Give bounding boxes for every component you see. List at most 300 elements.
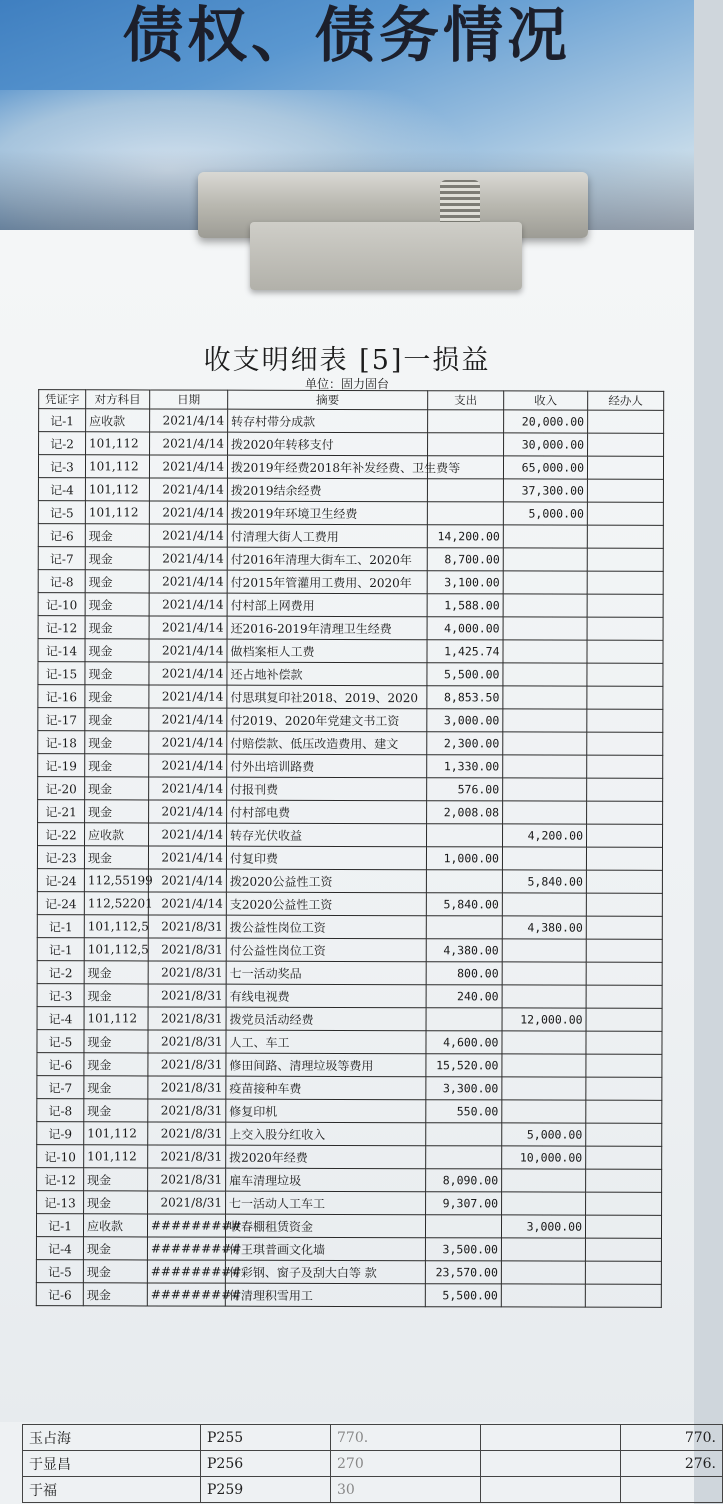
cell-handler (587, 571, 663, 594)
table-row (38, 455, 663, 480)
cell-summary: 付2015年管灌用工费用、2020年 (227, 570, 427, 594)
table-row (38, 593, 663, 618)
cell-summary: 疫苗接种车费 (226, 1076, 426, 1100)
lower-cell: 770. (621, 1425, 723, 1451)
lower-sheet-table (22, 1424, 723, 1503)
cell-income (502, 985, 586, 1008)
table-row (38, 639, 663, 664)
cell-summary: 付复印费 (226, 846, 426, 870)
table-row (37, 1191, 662, 1216)
cell-voucher: 记-4 (36, 1237, 83, 1260)
cell-summary: 修田间路、清理垃圾等费用 (226, 1053, 426, 1077)
cell-expense (426, 916, 502, 939)
cell-expense (426, 1123, 502, 1146)
cell-summary: 付清理大街人工费用 (227, 524, 427, 548)
cell-income (503, 640, 587, 663)
cell-summary: 拨2019年经费2018年补发经费、卫生费等 (227, 455, 427, 479)
cell-voucher: 记-20 (38, 777, 85, 800)
cell-income: 37,300.00 (503, 479, 587, 502)
table-row (37, 1076, 662, 1101)
table-row (37, 1053, 662, 1078)
cell-expense: 550.00 (426, 1100, 502, 1123)
cell-summary: 还占地补偿款 (227, 662, 427, 686)
cell-date: 2021/4/14 (149, 501, 227, 524)
cell-income (503, 732, 587, 755)
cell-account: 现金 (84, 846, 148, 869)
cell-account: 现金 (85, 731, 149, 754)
cell-income (503, 663, 587, 686)
cell-date: 2021/4/14 (150, 409, 228, 432)
cell-handler (587, 709, 663, 732)
header-income: 收入 (504, 391, 588, 410)
cell-account: 101,112 (84, 1145, 148, 1168)
cell-summary: 还2016-2019年清理卫生经费 (227, 616, 427, 640)
cell-voucher: 记-15 (38, 662, 85, 685)
table-row (37, 1122, 662, 1147)
cell-income (502, 1100, 586, 1123)
lower-cell: 270 (331, 1451, 481, 1477)
cell-summary: 拨党员活动经费 (226, 1007, 426, 1031)
cell-handler (586, 962, 662, 985)
cell-expense (426, 870, 502, 893)
cell-account: 现金 (83, 1283, 147, 1306)
cell-income: 5,000.00 (502, 1123, 586, 1146)
list-item (23, 1451, 723, 1477)
cell-voucher: 记-7 (37, 1076, 84, 1099)
lower-cell: 于显昌 (23, 1451, 201, 1477)
cell-date: ######### (147, 1214, 225, 1237)
cell-handler (587, 479, 663, 502)
cell-expense: 2,300.00 (427, 732, 503, 755)
cell-income: 4,380.00 (502, 916, 586, 939)
cell-date: 2021/4/14 (149, 708, 227, 731)
cell-voucher: 记-9 (37, 1122, 84, 1145)
cell-date: 2021/4/14 (149, 639, 227, 662)
cell-summary: 付报刊费 (227, 777, 427, 801)
table-row (38, 524, 663, 549)
cell-account: 101,112 (84, 1122, 148, 1145)
cell-handler (588, 433, 664, 456)
cell-voucher: 记-14 (38, 639, 85, 662)
cell-voucher: 记-24 (37, 869, 84, 892)
cell-income (503, 594, 587, 617)
cell-income (503, 686, 587, 709)
cell-income: 4,200.00 (503, 824, 587, 847)
lower-cell: 770. (331, 1425, 481, 1451)
cell-account: 现金 (85, 800, 149, 823)
table-row (38, 616, 663, 641)
header-expense: 支出 (428, 391, 504, 410)
cell-handler (587, 525, 663, 548)
cell-account: 现金 (84, 1053, 148, 1076)
cell-handler (586, 1192, 662, 1215)
header-date: 日期 (150, 390, 228, 409)
lower-cell: P256 (201, 1451, 331, 1477)
cell-account: 112,52201 (84, 892, 148, 915)
table-row (37, 984, 662, 1009)
cell-handler (586, 1123, 662, 1146)
cell-handler (585, 1215, 661, 1238)
cell-expense (428, 433, 504, 456)
cell-income (503, 525, 587, 548)
lower-cell: 276. (621, 1451, 723, 1477)
cell-summary: 付王琪普画文化墙 (225, 1237, 425, 1261)
cell-income: 5,000.00 (503, 502, 587, 525)
table-row (37, 869, 662, 894)
table-row (38, 731, 663, 756)
cell-expense (425, 1215, 501, 1238)
cell-voucher: 记-6 (37, 1053, 84, 1076)
cell-summary: 有线电视费 (226, 984, 426, 1008)
table-row (37, 1007, 662, 1032)
header-handler: 经办人 (588, 391, 664, 410)
cell-voucher: 记-8 (37, 1099, 84, 1122)
cell-voucher: 记-3 (37, 984, 84, 1007)
cell-date: 2021/8/31 (148, 1053, 226, 1076)
cell-income (503, 755, 587, 778)
cell-voucher: 记-2 (37, 961, 84, 984)
cell-handler (586, 1169, 662, 1192)
cell-handler (587, 755, 663, 778)
table-row (37, 1030, 662, 1055)
cell-expense: 14,200.00 (427, 525, 503, 548)
cell-account: 112,55199 (84, 869, 148, 892)
cell-date: 2021/4/14 (149, 823, 227, 846)
lower-cell (481, 1451, 621, 1477)
cell-handler (586, 1146, 662, 1169)
cell-summary: 转存光伏收益 (227, 823, 427, 847)
cell-summary: 付2016年清理大街车工、2020年 (227, 547, 427, 571)
cell-expense: 1,588.00 (427, 594, 503, 617)
table-row (38, 570, 663, 595)
document-title: 收支明细表 [5]一损益 (203, 345, 491, 376)
cell-date: 2021/8/31 (148, 1168, 226, 1191)
cell-handler (587, 686, 663, 709)
cell-account: 现金 (84, 961, 148, 984)
cell-expense: 8,853.50 (427, 686, 503, 709)
cell-handler (586, 893, 662, 916)
cell-expense (427, 824, 503, 847)
cell-income (501, 1238, 585, 1261)
cell-date: 2021/4/14 (149, 478, 227, 501)
cell-account: 101,112 (84, 1007, 148, 1030)
cell-date: 2021/4/14 (149, 570, 227, 593)
cell-expense: 576.00 (427, 778, 503, 801)
cell-account: 现金 (85, 708, 149, 731)
cell-handler (587, 640, 663, 663)
cell-income (503, 801, 587, 824)
cell-income: 20,000.00 (504, 410, 588, 433)
table-row (38, 478, 663, 503)
cell-voucher: 记-4 (38, 478, 85, 501)
cell-account: 101,112,5 (84, 915, 148, 938)
cell-summary: 付村部电费 (227, 800, 427, 824)
cell-handler (586, 847, 662, 870)
table-row (38, 800, 663, 825)
cell-voucher: 记-1 (36, 1214, 83, 1237)
cell-date: 2021/8/31 (148, 1007, 226, 1030)
cell-date: 2021/4/14 (148, 846, 226, 869)
cell-expense: 3,300.00 (426, 1077, 502, 1100)
cell-income (503, 778, 587, 801)
lower-cell (481, 1477, 621, 1503)
cell-handler (586, 870, 662, 893)
cell-date: 2021/4/14 (149, 731, 227, 754)
cell-expense: 5,500.00 (425, 1284, 501, 1307)
cell-date: 2021/4/14 (148, 892, 226, 915)
cell-voucher: 记-1 (37, 915, 84, 938)
cell-income: 3,000.00 (501, 1215, 585, 1238)
cell-income (502, 847, 586, 870)
cell-handler (586, 1077, 662, 1100)
table-row (37, 846, 662, 871)
cell-expense: 4,380.00 (426, 939, 502, 962)
cell-account: 应收款 (86, 409, 150, 432)
cell-summary: 付村部上网费用 (227, 593, 427, 617)
cell-date: 2021/4/14 (150, 432, 228, 455)
cell-income (502, 939, 586, 962)
cell-date: 2021/4/14 (149, 547, 227, 570)
cell-date: 2021/4/14 (149, 593, 227, 616)
cell-account: 现金 (83, 1260, 147, 1283)
cell-handler (587, 594, 663, 617)
cell-income: 30,000.00 (504, 433, 588, 456)
cell-summary: 付思琪复印社2018、2019、2020 (227, 685, 427, 709)
cell-income (502, 1031, 586, 1054)
binder-clip-plate (250, 222, 522, 290)
cell-voucher: 记-24 (37, 892, 84, 915)
cell-income (501, 1261, 585, 1284)
table-row (38, 501, 663, 526)
cell-account: 现金 (84, 984, 148, 1007)
cell-summary: 做档案柜人工费 (227, 639, 427, 663)
cell-voucher: 记-13 (37, 1191, 84, 1214)
cell-voucher: 记-5 (38, 501, 85, 524)
cell-voucher: 记-5 (36, 1260, 83, 1283)
cell-income (503, 709, 587, 732)
cell-expense: 4,000.00 (427, 617, 503, 640)
cell-voucher: 记-18 (38, 731, 85, 754)
cell-handler (586, 985, 662, 1008)
cell-handler (587, 456, 663, 479)
cell-voucher: 记-10 (37, 1145, 84, 1168)
table-row (38, 547, 663, 572)
cell-date: ######### (147, 1283, 225, 1306)
cell-date: 2021/4/14 (148, 869, 226, 892)
cell-handler (587, 824, 663, 847)
cell-account: 现金 (85, 685, 149, 708)
cell-handler (587, 663, 663, 686)
cell-account: 现金 (84, 1076, 148, 1099)
cell-account: 101,112 (85, 455, 149, 478)
cell-handler (586, 939, 662, 962)
cell-handler (587, 502, 663, 525)
cell-income (502, 893, 586, 916)
cell-summary: 付2019、2020年党建文书工资 (227, 708, 427, 732)
cell-handler (586, 1008, 662, 1031)
cell-handler (585, 1238, 661, 1261)
cell-date: 2021/4/14 (149, 662, 227, 685)
cell-voucher: 记-10 (38, 593, 85, 616)
ledger-body (36, 409, 663, 1308)
cell-account: 现金 (85, 570, 149, 593)
cell-date: 2021/8/31 (148, 1145, 226, 1168)
cell-date: ######### (147, 1260, 225, 1283)
cell-account: 现金 (83, 1237, 147, 1260)
cell-expense: 8,090.00 (426, 1169, 502, 1192)
cell-account: 现金 (85, 524, 149, 547)
cell-summary: 付清理积雪用工 (225, 1283, 425, 1307)
cell-voucher: 记-6 (38, 524, 85, 547)
cell-account: 101,112,5 (84, 938, 148, 961)
cell-date: 2021/8/31 (148, 1030, 226, 1053)
table-row (36, 1237, 661, 1262)
cell-income: 10,000.00 (502, 1146, 586, 1169)
cell-account: 现金 (84, 1168, 148, 1191)
cell-account: 现金 (85, 547, 149, 570)
cell-summary: 拨2020年转移支付 (228, 432, 428, 456)
list-item (23, 1425, 723, 1451)
cell-summary: 拨2020公益性工资 (226, 869, 426, 893)
cell-income: 12,000.00 (502, 1008, 586, 1031)
cell-account: 应收款 (83, 1214, 147, 1237)
cell-date: 2021/4/14 (149, 616, 227, 639)
cell-date: ######### (147, 1237, 225, 1260)
cell-expense: 5,840.00 (426, 893, 502, 916)
cell-expense: 3,100.00 (427, 571, 503, 594)
cell-income: 5,840.00 (502, 870, 586, 893)
cell-voucher: 记-7 (38, 547, 85, 570)
cell-account: 应收款 (85, 823, 149, 846)
table-row (37, 1145, 662, 1170)
cell-summary: 七一活动人工车工 (226, 1191, 426, 1215)
cell-income (503, 571, 587, 594)
cell-account: 现金 (85, 662, 149, 685)
cell-expense: 23,570.00 (425, 1261, 501, 1284)
table-row (37, 892, 662, 917)
cell-expense: 1,000.00 (426, 847, 502, 870)
header-voucher: 凭证字 (39, 390, 86, 409)
cell-account: 现金 (84, 1030, 148, 1053)
cell-date: 2021/8/31 (148, 961, 226, 984)
cell-handler (588, 410, 664, 433)
cell-date: 2021/4/14 (149, 800, 227, 823)
cell-summary: 拨公益性岗位工资 (226, 915, 426, 939)
cell-voucher: 记-5 (37, 1030, 84, 1053)
cell-voucher: 记-21 (38, 800, 85, 823)
cell-expense: 15,520.00 (426, 1054, 502, 1077)
cell-account: 现金 (84, 1099, 148, 1122)
lower-cell: 于福 (23, 1477, 201, 1503)
cell-summary: 付外出培训路费 (227, 754, 427, 778)
cell-handler (585, 1284, 661, 1307)
cell-account: 现金 (85, 754, 149, 777)
cell-account: 现金 (85, 616, 149, 639)
cell-voucher: 记-23 (37, 846, 84, 869)
cell-account: 101,112 (85, 478, 149, 501)
cell-handler (587, 801, 663, 824)
cell-expense: 1,425.74 (427, 640, 503, 663)
table-row (38, 823, 663, 848)
lower-cell: P255 (201, 1425, 331, 1451)
table-row (36, 1260, 661, 1285)
cell-account: 101,112 (85, 501, 149, 524)
cell-summary: 上交入股分红收入 (226, 1122, 426, 1146)
cell-voucher: 记-8 (38, 570, 85, 593)
cell-date: 2021/4/14 (149, 685, 227, 708)
cell-expense: 8,700.00 (427, 548, 503, 571)
cell-account: 101,112 (86, 432, 150, 455)
cell-income (502, 1192, 586, 1215)
table-row (38, 708, 663, 733)
list-item (23, 1477, 723, 1503)
cell-voucher: 记-1 (37, 938, 84, 961)
cell-date: 2021/8/31 (148, 938, 226, 961)
cell-summary: 拨2020年经费 (226, 1145, 426, 1169)
table-row (37, 1099, 662, 1124)
document-unit: 单位：固力固台 (304, 377, 389, 391)
cell-handler (586, 1054, 662, 1077)
cell-expense: 1,330.00 (427, 755, 503, 778)
poster-title: 债权、债务情况 (123, 1, 571, 71)
cell-voucher: 记-1 (39, 409, 86, 432)
cell-date: 2021/8/31 (148, 1191, 226, 1214)
table-row (37, 961, 662, 986)
cell-expense (426, 1008, 502, 1031)
cell-expense: 800.00 (426, 962, 502, 985)
cell-income (502, 962, 586, 985)
table-row (36, 1283, 661, 1308)
cell-expense (427, 502, 503, 525)
cell-date: 2021/4/14 (149, 455, 227, 478)
table-row (38, 685, 663, 710)
table-row (38, 754, 663, 779)
cell-voucher: 记-17 (38, 708, 85, 731)
cell-income (502, 1169, 586, 1192)
cell-expense: 5,500.00 (427, 663, 503, 686)
cell-income (502, 1077, 586, 1100)
table-row (38, 777, 663, 802)
cell-expense: 4,600.00 (426, 1031, 502, 1054)
cell-income (503, 617, 587, 640)
cell-summary: 付彩钢、窗子及刮大白等 款 (225, 1260, 425, 1284)
cell-handler (586, 916, 662, 939)
cell-summary: 人工、车工 (226, 1030, 426, 1054)
cell-summary: 收春棚租赁资金 (225, 1214, 425, 1238)
cell-summary: 拨2019年环境卫生经费 (227, 501, 427, 525)
cell-account: 现金 (85, 777, 149, 800)
cell-date: 2021/8/31 (148, 984, 226, 1007)
cell-account: 现金 (85, 593, 149, 616)
cell-voucher: 记-6 (36, 1283, 83, 1306)
table-row (36, 1214, 661, 1239)
table-row (37, 915, 662, 940)
cell-date: 2021/8/31 (148, 1076, 226, 1099)
cell-handler (587, 732, 663, 755)
table-row (37, 938, 662, 963)
cell-voucher: 记-19 (38, 754, 85, 777)
cell-expense: 3,000.00 (427, 709, 503, 732)
lower-cell: P259 (201, 1477, 331, 1503)
cell-handler (587, 778, 663, 801)
cell-summary: 拨2019结余经费 (227, 478, 427, 502)
cell-handler (586, 1031, 662, 1054)
cell-voucher: 记-16 (38, 685, 85, 708)
lower-sheet-body (23, 1425, 723, 1503)
cell-expense (428, 410, 504, 433)
cell-expense (426, 1146, 502, 1169)
lower-cell (621, 1477, 723, 1503)
